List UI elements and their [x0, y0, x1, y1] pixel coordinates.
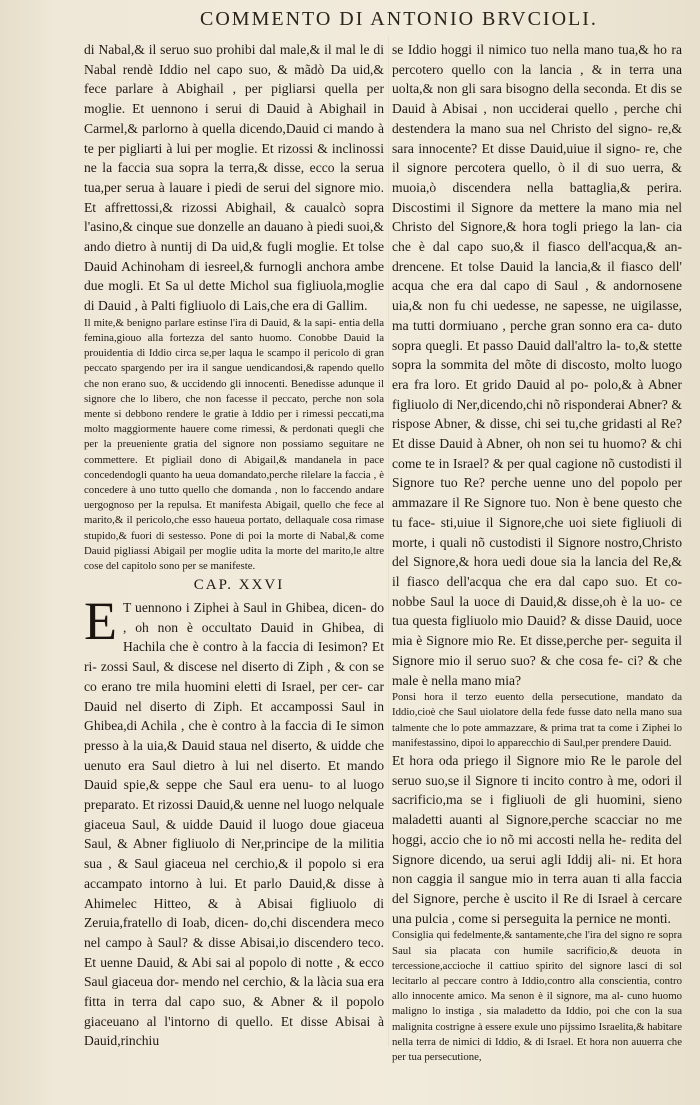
left-column	[84, 40, 384, 1049]
drop-cap-initial: E	[84, 591, 117, 651]
main-text-block: di Nabal,& il seruo suo prohibi dal male,& il mal le di Nabal rendè Iddio nel capo suo, & mãdò Da uid,& fece parlare à Abighail , per pigliarsi quella per moglie. Et uennono i serui di Dauid à Abighail in Carmel,& parlorno à quella dicendo,Dauid ci mando à te per pigliarti à lui per moglie. Et rizossi & inclinossi ne la faccia sua sopra la terra,& disse, ecco la serua tua,per serua à lauare i piedi de serui del signore mio. Et affrettossi,& rizossi Abighail, & caualcò sopra l'asino,& cinque sue donzelle an dauano à piedi suoi,& ando dietro à nuntij di Da uid,& fugli moglie. Et tolse Dauid Achinoham di iesreel,& furnogli anchora ambe due mogli. Et Sa ul dette Michol sua figliuola,moglie di Dauid , à Palti figliuolo di Lais,che era di Gallim.	[84, 42, 384, 314]
main-text-block: se Iddio hoggi il nimico tuo nella mano tua,& ho ra percotero quello con la lancia , & in terra una uolta,& non gli sara bisogno della seconda. Et dis se Dauid à Abisai , non ucciderai quello , perche chi destendera la mano sua nel Christo del signo- re,& sara innocente? Et disse Dauid,uiue il signo- re, che il signore percotera quello, ò il di suo uerra, & muoia,ò discendera nella battaglia,& perira. Discostimi il Signore da mettere la mano mia nel Christo del Signore,& hora togli priego la lan- cia che è dal capo suo,& il fiasco dell'acqua,& an- drencene. Et tolse Dauid la lancia,& il fiasco dell' acqua che era dal capo di Saul , & andornosene uia,& non fu chi uedesse, ne sapesse, ne uigilasse, ma tutti dormiuano , perche gran sonno era ca- duto sopra quegli. Et passo Dauid dall'altro la- to,& stette sopra la sommita del mõte di discosto, molto luogo era fra loro. Et grido Dauid al po- polo,& à Abner figliuolo di Ner,dicendo,chi nõ risponderai Abner? & rispose Abner, & disse, chi sei tu,che gridasti al Re? Et disse Dauid à Abner, oh non sei tu huomo? & chi come te in Israel? & per qual cagione nõ custodisti il Signore tuo Re? perche uenne uno del popolo per ammazare il Re Signore tuo. Non è bene questo che tu face- sti,uiue il Signore,che uoi siete figliuoli di morte, i quali nõ custodisti il Signore nostro,Christo del Signore,& hora uedi doue sia la lancia del Re,& il fiasco dell'acqua che era dal capo suo. Et co- nobbe Saul la uoce di Dauid,& disse,oh è la uo- ce tua questa figliuolo mio Dauid? & disse Dauid, uoce mia è Signore mio Re. Et disse,perche per- seguita il Signore mio il seruo suo? & che cosa fe- ci? & che male è nella mano mia?	[392, 42, 682, 688]
commentary-gloss: Consiglia qui fedelmente,& santamente,che l'ira del signo re sopra Saul sia placata con humile sacrificio,& deuota in tercessione,accioche il cattiuo spirito del signore lasci di sol lecitarlo al peccare contro à Iddio,contro alla conscientia, contro allo innocente amico. Ma senon è il signore, ma al- cuno huomo maligno lo instiga , sia maladetto da Iddio, poi che con la sua malignita costrigne à essere exule uno pijssimo Israelita,& habitare nella terra de nimici di Iddio, & di Israel. Et hora non auuerra che per tua persecutione,	[392, 929, 682, 1063]
main-text-block	[84, 591, 384, 1051]
commentary-gloss: Il mite,& benigno parlare estinse l'ira di Dauid, & la sapi- entia della femina,giouo alla fortezza del santo huomo. Conobbe Dauid la prouidentia di Iddio circa se,per laqua le scampo il pericolo di gran peccato spargendo per ira il sangue uendicandosi,& rapendo quello che non erano suo, & uccidendo gli innocenti. Benedisse adunque il signore che lo libero, che non facesse il peccato, perche non sola mente si debbono rendere le gratie à Iddio per i rimessi peccati,ma molto maggiormente hauere come rimessi, & perdonati quegli che per la preueniente gratia del signore non possiamo seguitare ne commettere. Et pigliail dono di Abigail,& mandanela in pace concedendogli quanto ha ueua domandato,perche rilelare la faccia , è concedere à uno tutto quello che domanda , non lo faccendo andare uergognoso per la repulsa. Et manifesta Abigail, quello che fece al marito,& il pericolo,che esso haueua portato, dellaquale cosa rimase stupido,& fuori di sestesso. Pone di poi la morte di Nabal,& come Dauid pigliassi Abigail per moglie udita la morte del marito,le altre cose del capitolo sono per se manifeste.	[84, 316, 384, 573]
chapter-heading: CAP. XXVI	[193, 577, 285, 594]
main-text-block: Et hora oda priego il Signore mio Re le parole del seruo suo,se il Signore ti incito contro à me, odori il sacrificio,ma se i figliuoli de gli huomini, sieno maladetti auanti al Signore,perche scacciar no me hoggi, accio che io nõ mi accosti nella he- redita del Signore dicendo, ua serui agli Iddij ali- ni. Et hora non caggia il sangue mio in terra auan ti alla faccia del Signore, perche è uscito il Re di Israel à cercare una pulcia , come si perseguita la pernice ne monti.	[392, 753, 682, 926]
running-title: COMMENTO DI ANTONIO BRVCIOLI.	[200, 8, 598, 30]
right-column	[392, 40, 682, 1063]
column-gutter	[388, 36, 389, 1046]
chapter-opening-text: T uennono i Ziphei à Saul in Ghibea, dicen- do , oh non è occultato Dauid in Ghibea, di Hachila che è contro à la faccia di Iesimon? Et ri- zossi Saul, & discese nel diserto di Ziph , & con se co erano tre mila huomini eletti di Israel, per cer- car Dauid nel diserto di Ziph. Et accampossi Saul in Ghibea,di Achila , che è contro à la faccia di Ie simon presso à la uia,& Dauid staua nel diserto, & uidde che uenuto era Saul dietro à lui nel diserto. Et mando Dauid spie,& seppe che Saul era uenu- to al luogo preparato. Et rizossi Dauid,& uenne nel luogo nelquale giaceua Saul, & uidde Dauid il luogo doue giaceua Saul, & Abner figliuolo di Ner,principe de la militia sua , & Saul giaceua nel cerchio,& il popolo si era accampato intorno à lui. Et parlo Dauid,& disse à Ahimelec Hitteo, & à Abisai figliuolo di Zeruia,fratello di Ioab, dicen- do,chi discendera meco nel campo à Saul? & disse Abisai,io discendero teco. Et uenne Dauid, & Abi sai al popolo di notte , & ecco Saul giaceua dor- mendo nel cerchio, & la làcia sua era fitta in terra dal capo suo, & Abner & il popolo giaceuano al l'intorno di quello. Et disse Abisai à Dauid,rinchiu	[84, 600, 384, 1049]
commentary-gloss: Ponsi hora il terzo euento della persecutione, mandato da Iddio,cioè che Saul uiolatore della fede fusse dato nella mano sua talmente che lo pote ammazzare, & prima trat ta come i Ziphei lo manifestassino, dipoi lo apparecchio di Saul,per prendere Dauid.	[392, 691, 682, 749]
